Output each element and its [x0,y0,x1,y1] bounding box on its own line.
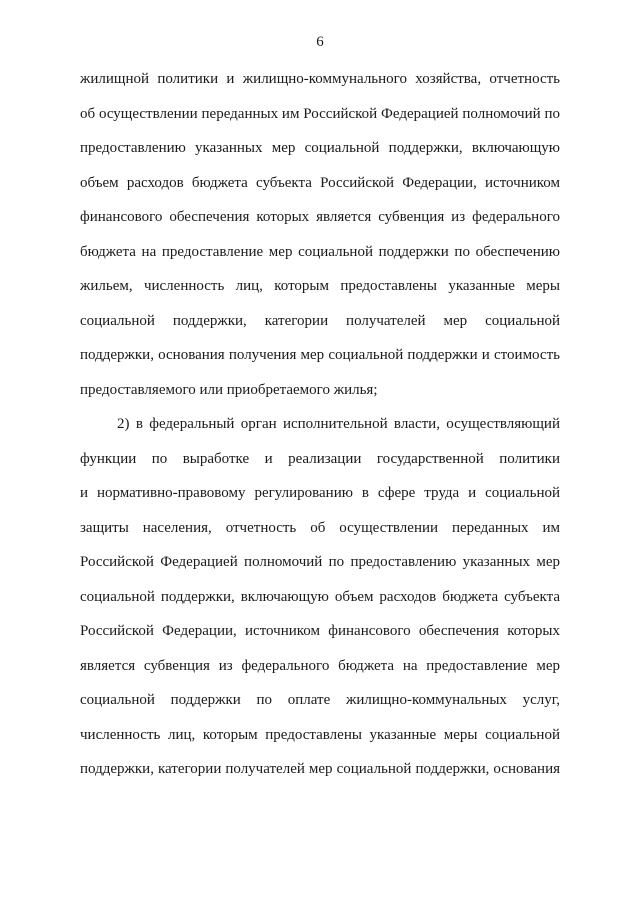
text-line: является субвенция из федерального бюджета на предоставление мер [80,657,560,674]
text-line: жилищной политики и жилищно-коммунального хозяйства, отчетность [80,71,560,87]
text-line: об осуществлении переданных им Российской Федерацией полномочий по [80,105,560,122]
text-line: предоставляемого или приобретаемого жилья; [80,381,378,398]
text-line: социальной поддержки по оплате жилищно-коммунальных услуг, [80,692,560,708]
document-body [80,62,560,787]
text-line: объем расходов бюджета субъекта Российской Федерации, источником [80,174,560,191]
paragraph-1 [80,62,560,407]
text-line: численность лиц, которым предоставлены указанные меры социальной [80,726,560,743]
text-line: жильем, численность лиц, которым предоставлены указанные меры [80,278,560,294]
text-line: финансового обеспечения которых является субвенция из федерального [80,209,560,225]
text-line: поддержки, основания получения мер социальной поддержки и стоимость [80,347,560,363]
text-line: защиты населения, отчетность об осуществлении переданных им [80,519,560,536]
text-line: бюджета на предоставление мер социальной поддержки по обеспечению [80,243,560,260]
page-number: 6 [316,34,324,50]
text-line: Российской Федерации, источником финансового обеспечения которых [80,623,560,639]
text-line: и нормативно-правовому регулированию в сфере труда и социальной [80,485,560,501]
text-line: Российской Федерацией полномочий по предоставлению указанных мер [80,554,560,570]
paragraph-2 [80,407,560,787]
text-line: предоставлению указанных мер социальной поддержки, включающую [80,140,560,156]
text-line: поддержки, категории получателей мер социальной поддержки, основания [80,761,560,777]
text-line: функции по выработке и реализации государственной политики [80,450,560,467]
text-line: социальной поддержки, включающую объем расходов бюджета субъекта [80,588,560,605]
text-line: социальной поддержки, категории получателей мер социальной [80,312,560,329]
text-line: 2) в федеральный орган исполнительной власти, осуществляющий [117,416,560,432]
